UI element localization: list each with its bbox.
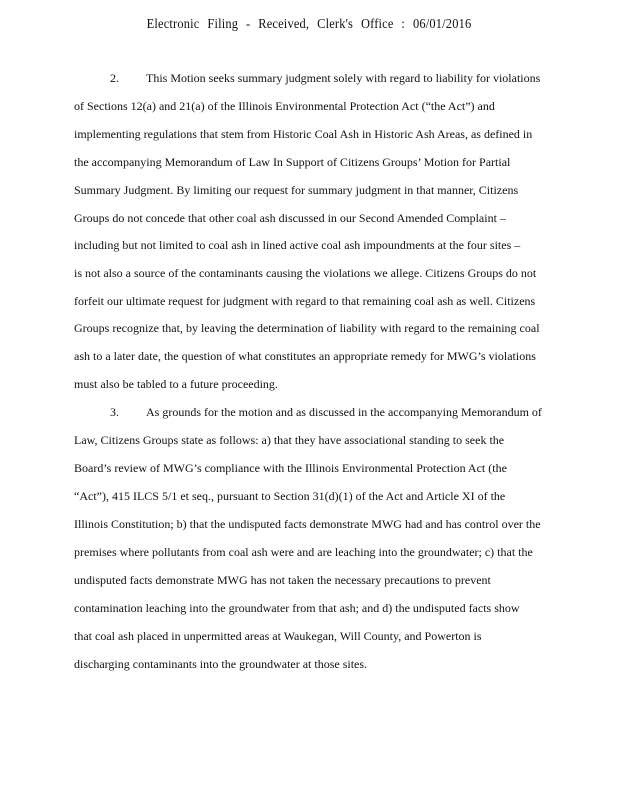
text-line: implementing regulations that stem from Historic Coal Ash in Historic Ash Areas, as defined in	[74, 127, 533, 141]
text-line: Board’s review of MWG’s compliance with the Illinois Environmental Protection Act (the	[74, 461, 507, 475]
text-line: Law, Citizens Groups state as follows: a) that they have associational standing to seek the	[74, 433, 505, 447]
text-line: contamination leaching into the groundwater from that ash; and d) the undisputed facts show	[74, 601, 520, 615]
text-line: the accompanying Memorandum of Law In Support of Citizens Groups’ Motion for Partial	[74, 155, 511, 169]
text-line: Groups do not concede that other coal ash discussed in our Second Amended Complaint –	[74, 211, 506, 225]
text-line: premises where pollutants from coal ash were and are leaching into the groundwater; c) that the	[74, 545, 533, 559]
text-line: ash to a later date, the question of what constitutes an appropriate remedy for MWG’s violations	[74, 349, 536, 363]
text-line: forfeit our ultimate request for judgment with regard to that remaining coal ash as well. Citizens	[74, 294, 536, 308]
text-line: undisputed facts demonstrate MWG has not taken the necessary precautions to prevent	[74, 573, 491, 587]
text-line: is not also a source of the contaminants causing the violations we allege. Citizens Groups do not	[74, 266, 537, 280]
text-line: Illinois Constitution; b) that the undisputed facts demonstrate MWG had and has control over the	[74, 517, 541, 531]
text-line: including but not limited to coal ash in lined active coal ash impoundments at the four sites –	[74, 238, 521, 252]
text-line: As grounds for the motion and as discussed in the accompanying Memorandum of	[146, 405, 542, 419]
text-line: of Sections 12(a) and 21(a) of the Illinois Environmental Protection Act (“the Act”) and	[74, 99, 495, 113]
text-line: Summary Judgment. By limiting our request for summary judgment in that manner, Citizens	[74, 183, 519, 197]
paragraph-number: 3.	[110, 405, 119, 419]
text-line: “Act”), 415 ILCS 5/1 et seq., pursuant to Section 31(d)(1) of the Act and Article XI of the	[74, 489, 506, 503]
text-line: that coal ash placed in unpermitted areas at Waukegan, Will County, and Powerton is	[74, 629, 482, 643]
text-line: must also be tabled to a future proceeding.	[74, 377, 278, 391]
text-line: discharging contaminants into the groundwater at those sites.	[74, 657, 368, 671]
text-line: This Motion seeks summary judgment solely with regard to liability for violations	[146, 71, 541, 85]
paragraph-number: 2.	[110, 71, 119, 85]
text-line: Groups recognize that, by leaving the determination of liability with regard to the remaining coal	[74, 321, 540, 335]
filing-stamp-header: Electronic Filing - Received, Clerk's Office : 06/01/2016	[146, 16, 472, 31]
